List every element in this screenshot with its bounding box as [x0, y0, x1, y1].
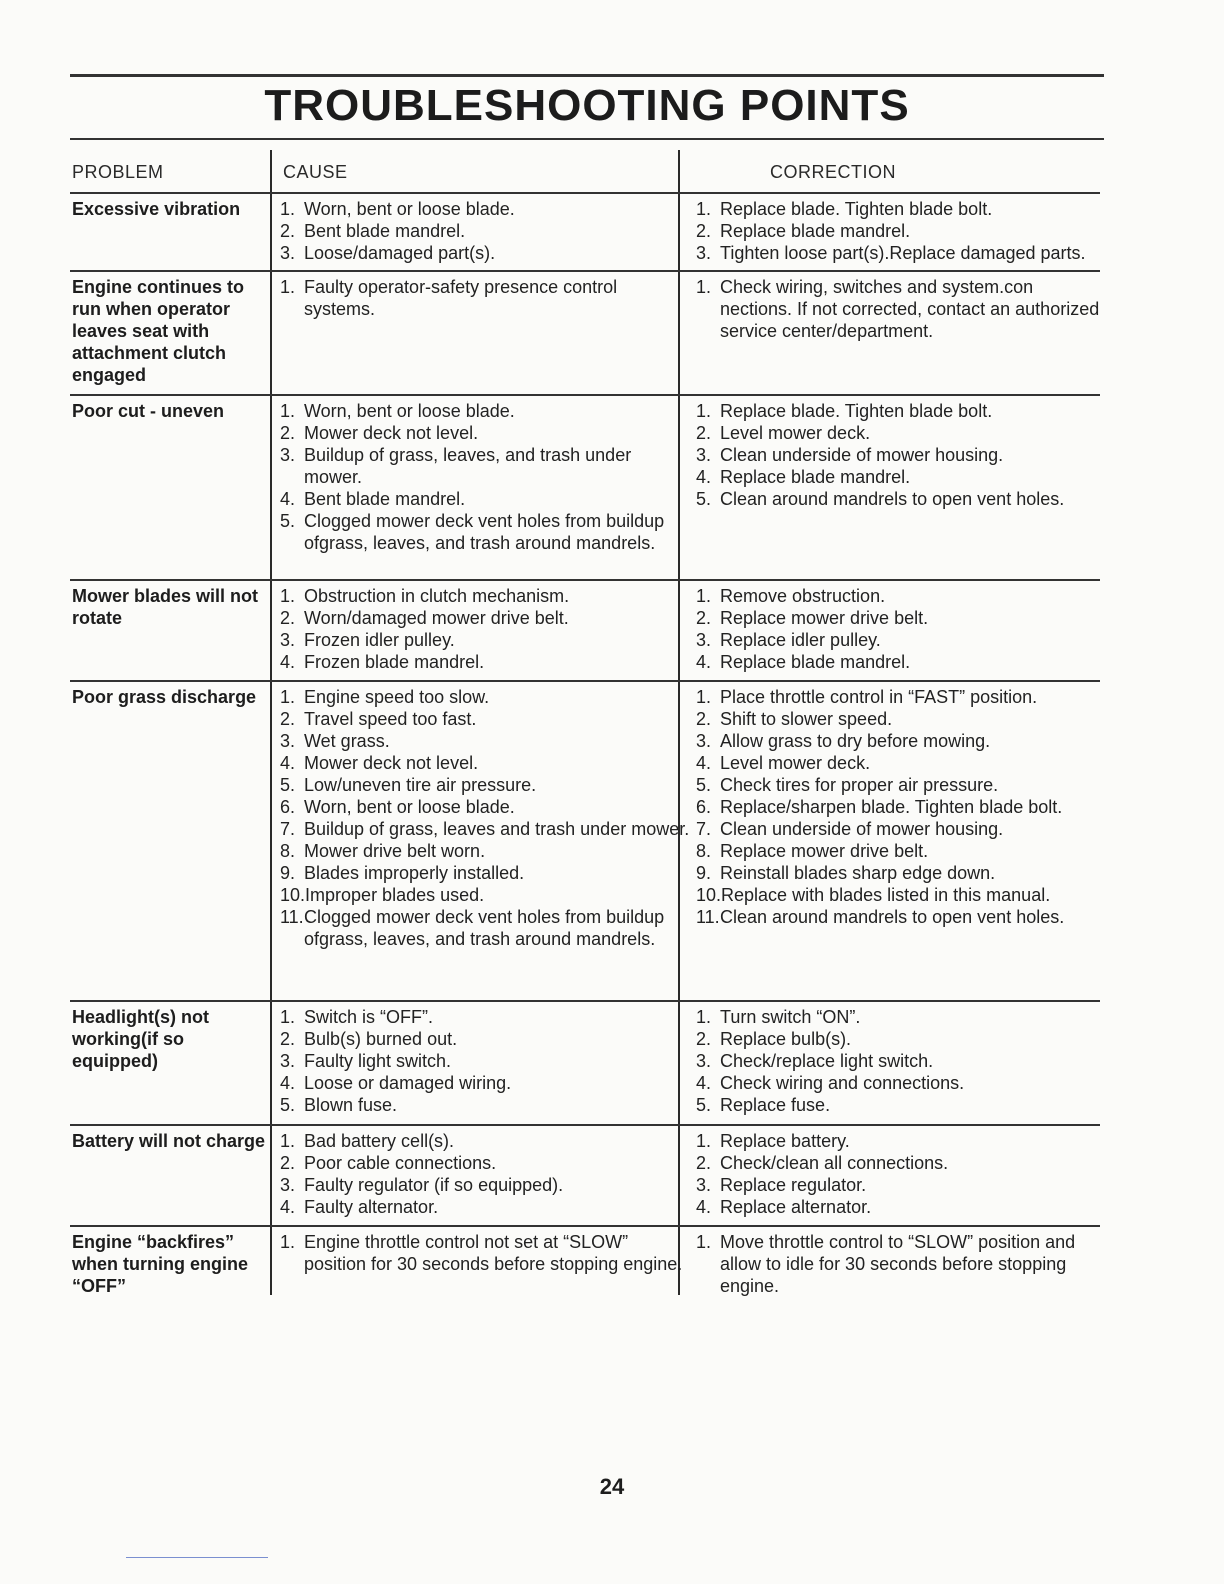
item-number: 5.	[280, 511, 296, 531]
cause-item	[280, 1006, 690, 1028]
item-text: Bent blade mandrel.	[304, 221, 466, 241]
cause-list	[280, 1130, 690, 1218]
cause-item	[280, 686, 690, 708]
item-number: 7.	[696, 819, 712, 839]
item-number: 4.	[696, 1197, 712, 1217]
cause-item	[280, 906, 690, 950]
item-number: 4.	[696, 753, 712, 773]
item-text: Engine speed too slow.	[304, 687, 490, 707]
correction-list	[696, 1130, 1106, 1218]
item-number: 3.	[280, 243, 296, 263]
correction-item	[696, 1094, 1106, 1116]
item-text: Replace regulator.	[720, 1175, 867, 1195]
cause-item	[280, 774, 690, 796]
correction-item	[696, 1196, 1106, 1218]
item-text: Level mower deck.	[720, 753, 871, 773]
row-backfires	[70, 1225, 1100, 1297]
item-number: 5.	[696, 775, 712, 795]
item-number: 2.	[280, 423, 296, 443]
correction-item	[696, 1174, 1106, 1196]
correction-item	[696, 220, 1106, 242]
problem-label: Poor grass discharge	[72, 687, 257, 707]
item-text: Clean around mandrels to open vent holes.	[720, 907, 1065, 927]
item-text: Wet grass.	[304, 731, 390, 751]
item-text: Clean around mandrels to open vent holes.	[720, 489, 1065, 509]
correction-item	[696, 1130, 1106, 1152]
footer-line	[126, 1557, 268, 1558]
item-text: Worn, bent or loose blade.	[304, 401, 515, 421]
item-number: 3.	[696, 1051, 712, 1071]
cause-item	[280, 796, 690, 818]
cause-item	[280, 1130, 690, 1152]
item-number: 3.	[696, 445, 712, 465]
correction-item	[696, 774, 1106, 796]
item-text: Mower deck not level.	[304, 753, 479, 773]
correction-list	[696, 686, 1106, 928]
correction-item	[696, 651, 1106, 673]
item-text: Worn, bent or loose blade.	[304, 199, 515, 219]
item-number: 9.	[696, 863, 712, 883]
item-text: Replace blade mandrel.	[720, 221, 911, 241]
item-text: Bent blade mandrel.	[304, 489, 466, 509]
cause-item	[280, 242, 690, 264]
item-text: Faulty operator-safety presence control systems.	[304, 277, 618, 319]
item-text: Mower deck not level.	[304, 423, 479, 443]
correction-item	[696, 708, 1106, 730]
item-text: Replace blade mandrel.	[720, 652, 911, 672]
item-text: Faulty regulator (if so equipped).	[304, 1175, 564, 1195]
item-text: Check tires for proper air pressure.	[720, 775, 999, 795]
item-text: Mower drive belt worn.	[304, 841, 486, 861]
item-text: Frozen blade mandrel.	[304, 652, 485, 672]
item-number: 1.	[696, 687, 712, 707]
problem-label: Engine continues to run when operator leaves seat with attachment clutch engaged	[72, 277, 245, 385]
item-number: 1.	[280, 586, 296, 606]
item-text: Travel speed too fast.	[304, 709, 477, 729]
cause-item	[280, 1231, 690, 1275]
item-text: Bad battery cell(s).	[304, 1131, 455, 1151]
item-number: 4.	[280, 1073, 296, 1093]
item-number: 3.	[280, 731, 296, 751]
item-text: Replace mower drive belt.	[720, 608, 929, 628]
cause-item	[280, 198, 690, 220]
cause-item	[280, 276, 690, 320]
item-number: 1.	[696, 1007, 712, 1027]
correction-item	[696, 585, 1106, 607]
correction-item	[696, 818, 1106, 840]
correction-item	[696, 1050, 1106, 1072]
item-number: 4.	[696, 467, 712, 487]
correction-item	[696, 730, 1106, 752]
item-text: Low/uneven tire air pressure.	[304, 775, 537, 795]
item-number: 5.	[280, 1095, 296, 1115]
item-number: 3.	[280, 1051, 296, 1071]
item-number: 2.	[696, 1153, 712, 1173]
item-text: Worn, bent or loose blade.	[304, 797, 515, 817]
item-number: 2.	[280, 608, 296, 628]
item-number: 1.	[696, 277, 712, 297]
item-number: 5.	[280, 775, 296, 795]
item-number: 4.	[280, 652, 296, 672]
item-number: 1.	[280, 277, 296, 297]
item-text: Faulty light switch.	[304, 1051, 452, 1071]
correction-item	[696, 862, 1106, 884]
row-poor-cut	[70, 394, 1100, 577]
item-number: 1.	[280, 687, 296, 707]
row-excessive-vibration	[70, 192, 1100, 268]
item-text: Check/clean all connections.	[720, 1153, 949, 1173]
item-number: 3.	[280, 630, 296, 650]
problem-label: Engine “backfires” when turning engine “OFF”	[72, 1232, 248, 1296]
item-number: 1.	[696, 1232, 712, 1252]
cause-item	[280, 400, 690, 422]
cause-item	[280, 444, 690, 488]
correction-item	[696, 1152, 1106, 1174]
item-text: Clean underside of mower housing.	[720, 819, 1004, 839]
item-text: Loose/damaged part(s).	[304, 243, 496, 263]
item-number: 11.	[696, 907, 720, 927]
cause-item	[280, 1028, 690, 1050]
row-engine-continues	[70, 270, 1100, 394]
item-number: 8.	[280, 841, 296, 861]
problem-label: Battery will not charge	[72, 1131, 266, 1151]
item-number: 3.	[280, 445, 296, 465]
item-text: Loose or damaged wiring.	[304, 1073, 512, 1093]
cause-list	[280, 1231, 690, 1275]
item-text: Poor cable connections.	[304, 1153, 497, 1173]
correction-item	[696, 1028, 1106, 1050]
problem-label: Poor cut - uneven	[72, 401, 225, 421]
item-text: Replace idler pulley.	[720, 630, 881, 650]
cause-item	[280, 510, 690, 554]
item-number: 1.	[280, 1131, 296, 1151]
header-correction: CORRECTION	[770, 162, 896, 182]
item-number: 2.	[280, 1153, 296, 1173]
item-number: 1.	[696, 401, 712, 421]
item-text: Engine throttle control not set at “SLOW” position for 30 seconds before stopping engine.	[304, 1232, 683, 1274]
item-number: 6.	[696, 797, 712, 817]
item-number: 1.	[280, 1232, 296, 1252]
correction-item	[696, 840, 1106, 862]
item-number: 5.	[696, 489, 712, 509]
item-number: 1.	[696, 586, 712, 606]
correction-item	[696, 1072, 1106, 1094]
cause-item	[280, 884, 690, 906]
page-title: TROUBLESHOOTING POINTS	[264, 81, 910, 130]
item-number: 9.	[280, 863, 296, 883]
item-text: Shift to slower speed.	[720, 709, 893, 729]
correction-item	[696, 752, 1106, 774]
correction-item	[696, 906, 1106, 928]
item-text: Level mower deck.	[720, 423, 871, 443]
correction-item	[696, 276, 1106, 342]
cause-item	[280, 708, 690, 730]
item-text: Replace fuse.	[720, 1095, 831, 1115]
item-number: 11.	[280, 907, 304, 927]
item-text: Move throttle control to “SLOW” position and allow to idle for 30 seconds before stopping engine.	[720, 1232, 1076, 1296]
item-number: 1.	[280, 401, 296, 421]
item-number: 3.	[696, 1175, 712, 1195]
cause-item	[280, 730, 690, 752]
correction-list	[696, 585, 1106, 673]
item-text: Switch is “OFF”.	[304, 1007, 433, 1027]
item-number: 1.	[280, 199, 296, 219]
correction-list	[696, 1006, 1106, 1116]
item-text: Buildup of grass, leaves and trash under mower.	[304, 819, 690, 839]
correction-item	[696, 1006, 1106, 1028]
item-number: 3.	[696, 731, 712, 751]
item-text: Check/replace light switch.	[720, 1051, 934, 1071]
item-number: 2.	[280, 1029, 296, 1049]
cause-item	[280, 488, 690, 510]
cause-item	[280, 1152, 690, 1174]
cause-list	[280, 686, 690, 950]
item-text: Replace mower drive belt.	[720, 841, 929, 861]
correction-list	[696, 276, 1106, 342]
item-number: 2.	[696, 423, 712, 443]
correction-item	[696, 198, 1106, 220]
cause-list	[280, 276, 690, 320]
row-mower-blades	[70, 579, 1100, 679]
cause-item	[280, 840, 690, 862]
item-text: Check wiring, switches and system.con nections. If not corrected, contact an authorized service center/department.	[720, 277, 1100, 341]
cause-item	[280, 220, 690, 242]
correction-item	[696, 1231, 1106, 1297]
item-text: Obstruction in clutch mechanism.	[304, 586, 570, 606]
correction-item	[696, 607, 1106, 629]
item-text: Replace blade. Tighten blade bolt.	[720, 199, 993, 219]
correction-item	[696, 488, 1106, 510]
item-text: Tighten loose part(s).Replace damaged parts.	[720, 243, 1086, 263]
item-number: 5.	[696, 1095, 712, 1115]
problem-label: Excessive vibration	[72, 199, 241, 219]
row-poor-grass-discharge	[70, 680, 1100, 998]
correction-item	[696, 686, 1106, 708]
item-text: Remove obstruction.	[720, 586, 886, 606]
cause-item	[280, 1072, 690, 1094]
item-number: 4.	[280, 489, 296, 509]
item-text: Reinstall blades sharp edge down.	[720, 863, 996, 883]
item-number: 4.	[696, 1073, 712, 1093]
cause-item	[280, 862, 690, 884]
item-number: 2.	[696, 221, 712, 241]
cause-item	[280, 818, 690, 840]
correction-item	[696, 884, 1106, 906]
header-problem: PROBLEM	[72, 162, 164, 182]
item-text: Faulty alternator.	[304, 1197, 439, 1217]
item-text: Turn switch “ON”.	[720, 1007, 861, 1027]
item-number: 3.	[696, 243, 712, 263]
item-text: Clean underside of mower housing.	[720, 445, 1004, 465]
item-number: 10.	[280, 885, 306, 905]
title-underline	[70, 138, 1104, 140]
correction-item	[696, 796, 1106, 818]
item-text: Frozen idler pulley.	[304, 630, 455, 650]
item-number: 3.	[280, 1175, 296, 1195]
item-number: 4.	[280, 753, 296, 773]
correction-item	[696, 422, 1106, 444]
item-text: Replace blade. Tighten blade bolt.	[720, 401, 993, 421]
item-number: 4.	[696, 652, 712, 672]
item-number: 3.	[696, 630, 712, 650]
item-text: Clogged mower deck vent holes from buildup ofgrass, leaves, and trash around mandrels.	[304, 907, 665, 949]
correction-item	[696, 629, 1106, 651]
cause-item	[280, 585, 690, 607]
item-text: Place throttle control in “FAST” position.	[720, 687, 1038, 707]
item-number: 2.	[280, 221, 296, 241]
cause-item	[280, 1196, 690, 1218]
cause-list	[280, 400, 690, 554]
cause-list	[280, 198, 690, 264]
item-text: Replace blade mandrel.	[720, 467, 911, 487]
cause-item	[280, 1050, 690, 1072]
problem-label: Headlight(s) not working(if so equipped)	[72, 1007, 209, 1071]
cause-list	[280, 585, 690, 673]
correction-item	[696, 400, 1106, 422]
correction-item	[696, 466, 1106, 488]
correction-list	[696, 400, 1106, 510]
item-text: Replace/sharpen blade. Tighten blade bolt.	[720, 797, 1063, 817]
item-number: 8.	[696, 841, 712, 861]
cause-item	[280, 1174, 690, 1196]
item-text: Replace alternator.	[720, 1197, 872, 1217]
correction-item	[696, 444, 1106, 466]
item-text: Allow grass to dry before mowing.	[720, 731, 991, 751]
item-number: 2.	[280, 709, 296, 729]
correction-list	[696, 1231, 1106, 1297]
item-number: 2.	[696, 1029, 712, 1049]
item-number: 6.	[280, 797, 296, 817]
item-number: 7.	[280, 819, 296, 839]
cause-item	[280, 422, 690, 444]
page-number: 24	[599, 1474, 625, 1499]
item-text: Clogged mower deck vent holes from buildup ofgrass, leaves, and trash around mandrels.	[304, 511, 665, 553]
row-headlights	[70, 1000, 1100, 1122]
item-text: Improper blades used.	[305, 885, 485, 905]
item-number: 4.	[280, 1197, 296, 1217]
correction-item	[696, 242, 1106, 264]
row-battery	[70, 1124, 1100, 1224]
item-text: Bulb(s) burned out.	[304, 1029, 458, 1049]
item-text: Blown fuse.	[304, 1095, 398, 1115]
item-number: 2.	[696, 709, 712, 729]
item-number: 2.	[696, 608, 712, 628]
header-cause: CAUSE	[283, 162, 348, 182]
cause-item	[280, 607, 690, 629]
item-number: 1.	[280, 1007, 296, 1027]
item-text: Replace with blades listed in this manual.	[721, 885, 1051, 905]
item-text: Blades improperly installed.	[304, 863, 525, 883]
cause-item	[280, 1094, 690, 1116]
top-rule	[70, 74, 1104, 77]
cause-item	[280, 629, 690, 651]
item-text: Worn/damaged mower drive belt.	[304, 608, 569, 628]
cause-item	[280, 752, 690, 774]
item-text: Replace battery.	[720, 1131, 850, 1151]
item-text: Replace bulb(s).	[720, 1029, 852, 1049]
item-text: Check wiring and connections.	[720, 1073, 965, 1093]
correction-list	[696, 198, 1106, 264]
item-number: 10.	[696, 885, 722, 905]
cause-list	[280, 1006, 690, 1116]
item-text: Buildup of grass, leaves, and trash under mower.	[304, 445, 632, 487]
item-number: 1.	[696, 199, 712, 219]
item-number: 1.	[696, 1131, 712, 1151]
problem-label: Mower blades will not rotate	[72, 586, 259, 628]
cause-item	[280, 651, 690, 673]
